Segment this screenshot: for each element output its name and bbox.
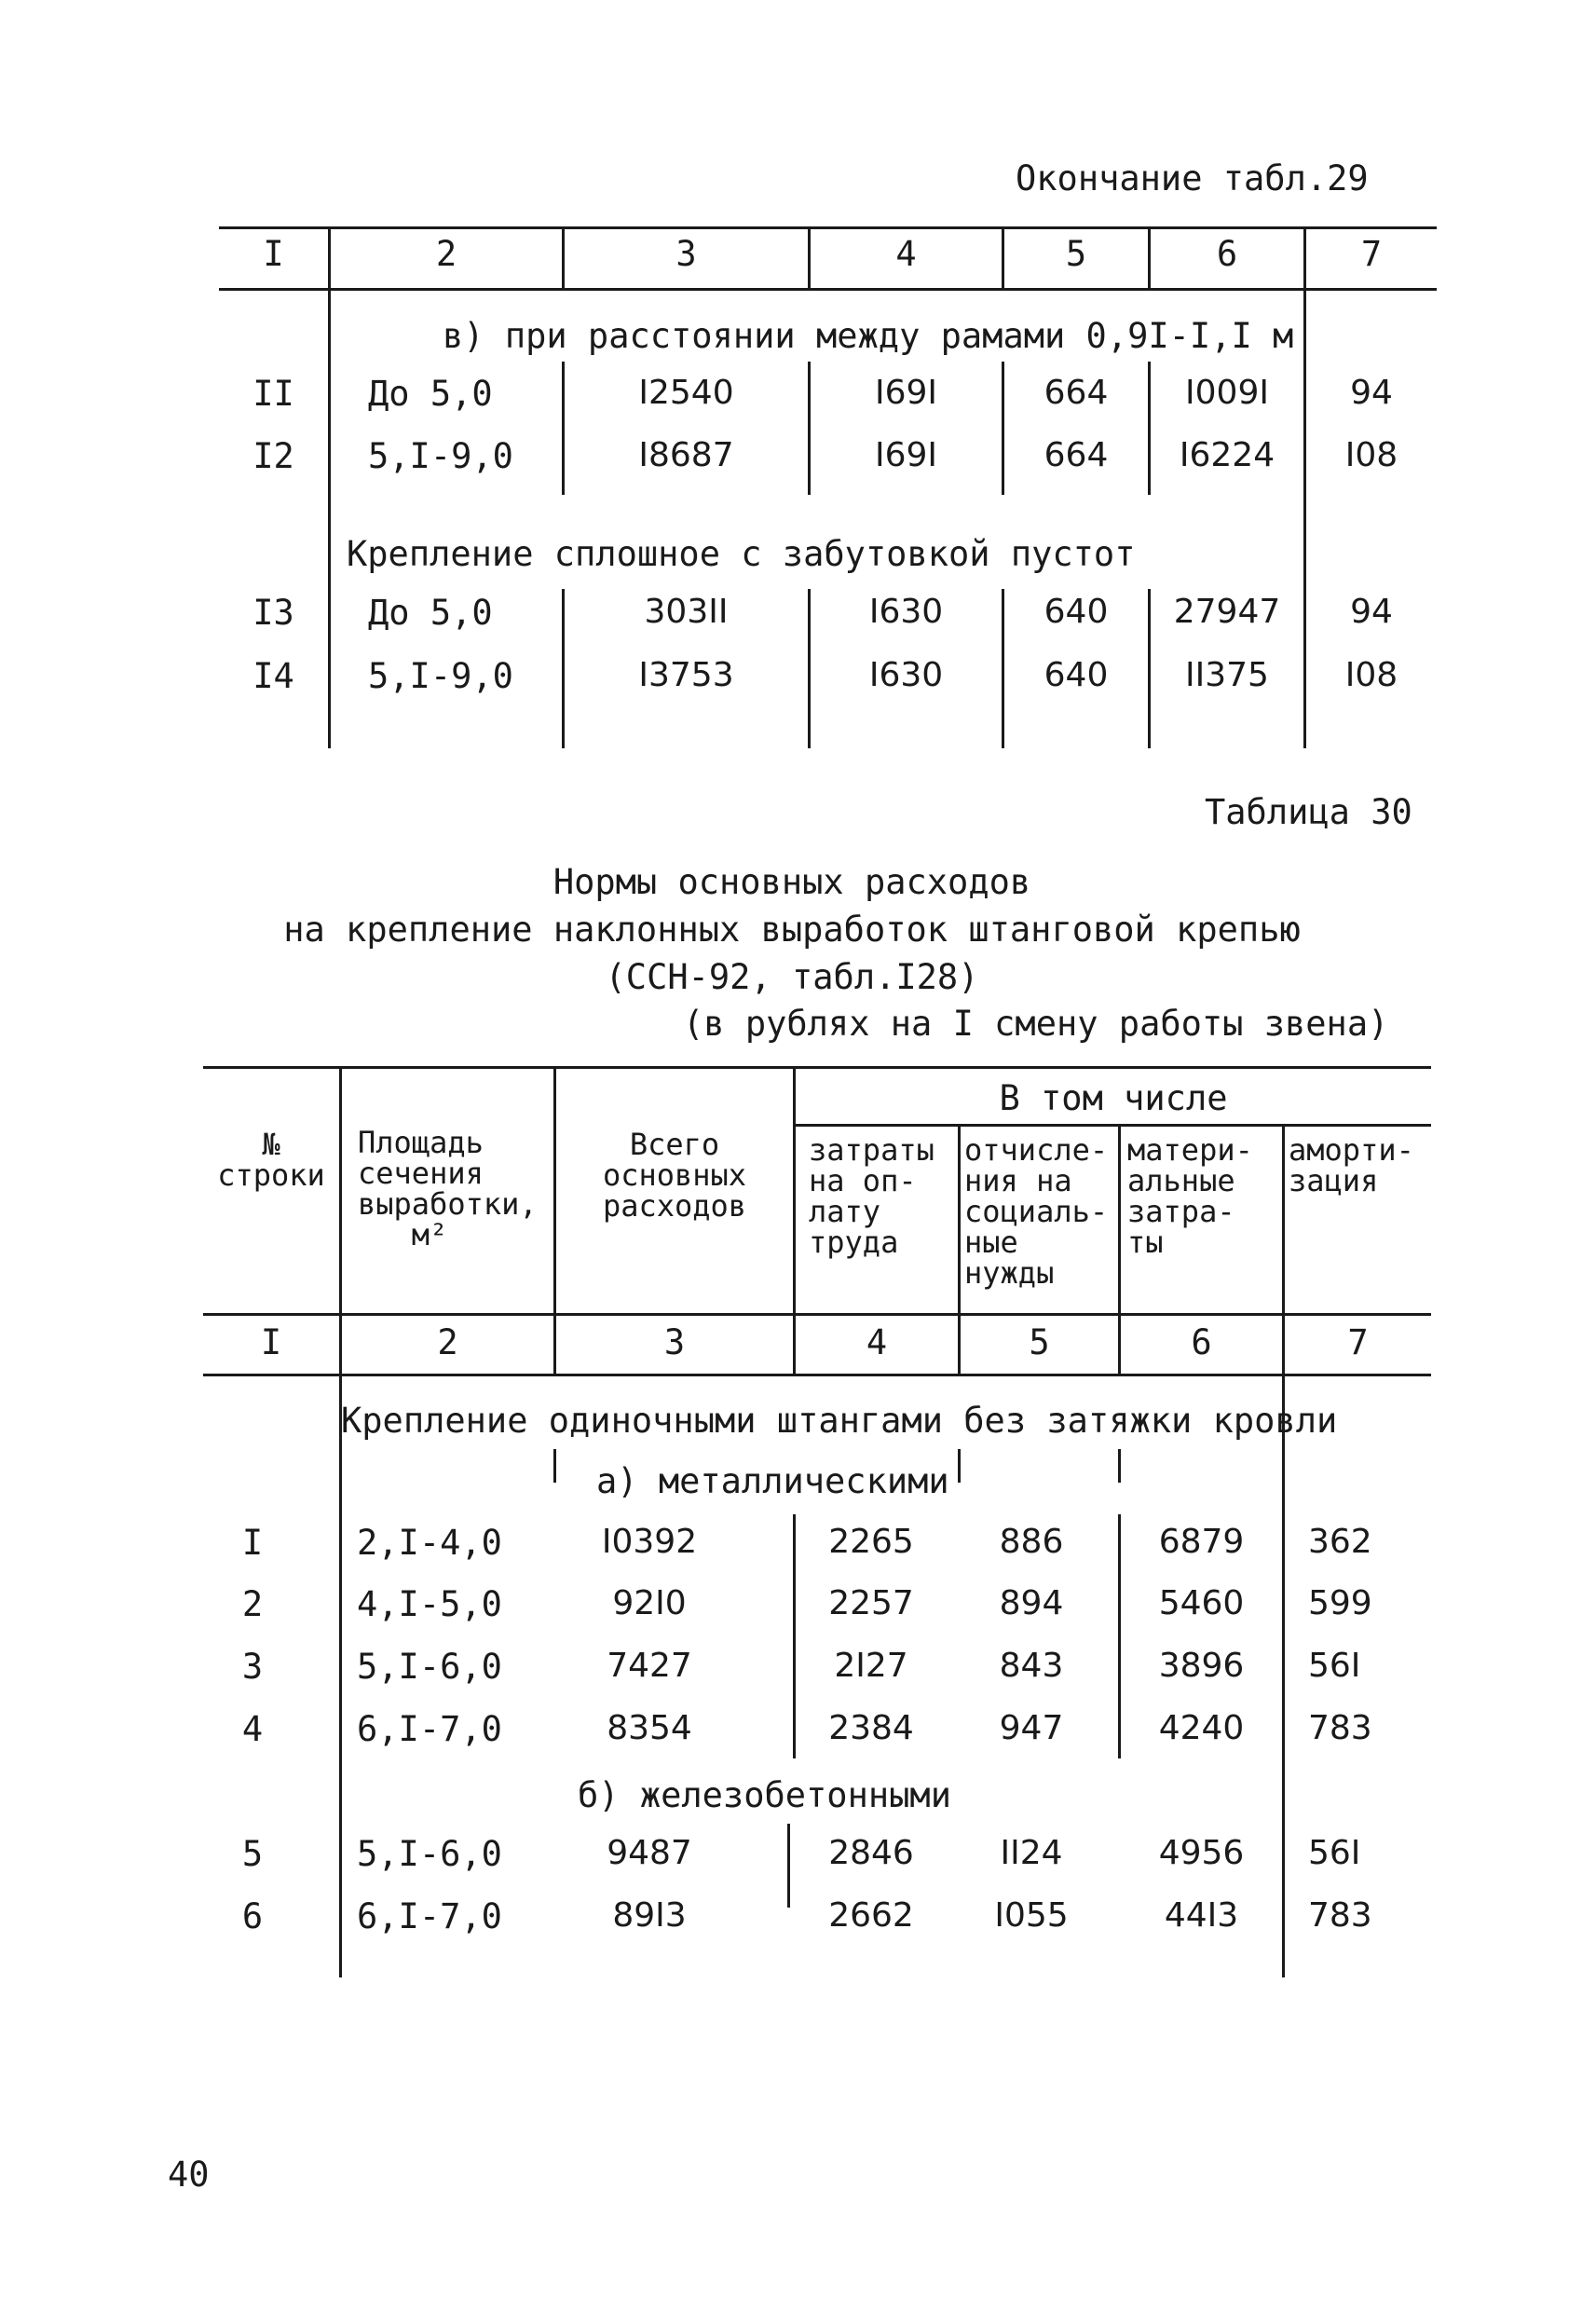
table30-top-rule: [203, 1066, 1431, 1069]
row-number: I2: [252, 436, 294, 476]
row-materials: 44I3: [1164, 1896, 1239, 1935]
row-social: 947: [999, 1709, 1064, 1747]
table30-group-rule: [795, 1124, 1431, 1127]
row-social: I055: [994, 1896, 1069, 1935]
table30-colnum: I: [260, 1322, 282, 1362]
row-area: 4,I-5,0: [357, 1584, 502, 1624]
row-social: 843: [999, 1647, 1064, 1685]
row-materials: II375: [1185, 656, 1269, 694]
row-area: 5,I-9,0: [368, 656, 513, 696]
row-number: II: [252, 374, 294, 414]
table30-colnum: 5: [1029, 1322, 1050, 1362]
row-area: 5,I-9,0: [368, 436, 513, 476]
row-total: I0392: [601, 1523, 698, 1561]
table29-colnum: 7: [1360, 234, 1383, 274]
table30-colnum: 2: [437, 1322, 458, 1362]
table30-header-rule: [203, 1313, 1431, 1316]
table30-title: на крепление наклонных выработок штанговой крепью: [283, 910, 1301, 950]
row-total: 89I3: [612, 1896, 687, 1935]
table29-colnum: 6: [1216, 234, 1238, 274]
row-number: 6: [241, 1896, 264, 1936]
row-labor: 2662: [828, 1896, 914, 1935]
row-area: До 5,0: [368, 593, 493, 633]
row-materials: 4240: [1158, 1709, 1245, 1747]
table30-vline: [1282, 1125, 1285, 1977]
row-amortization: 94: [1350, 374, 1393, 412]
row-area: 5,I-6,0: [357, 1647, 502, 1687]
row-total: 9487: [607, 1834, 692, 1872]
table30-colnum: 7: [1347, 1322, 1369, 1362]
header-total: Всего основных расходов: [602, 1127, 747, 1224]
row-total: 7427: [607, 1647, 692, 1685]
row-amortization: I08: [1344, 436, 1398, 474]
row-social: II24: [1000, 1834, 1063, 1872]
row-materials: 6879: [1158, 1523, 1245, 1561]
row-social: 640: [1044, 656, 1109, 694]
table29-colnum: 2: [435, 234, 457, 274]
row-labor: I69I: [874, 436, 938, 474]
table30-subsection-a: а) металлическими: [596, 1461, 949, 1501]
header-amortization: аморти- зация: [1289, 1132, 1414, 1198]
row-number: 2: [241, 1584, 264, 1624]
table30-vline: [553, 1449, 556, 1483]
row-total: I2540: [638, 374, 734, 412]
header-labor: затраты на оп- лату труда: [809, 1132, 934, 1260]
row-number: I3: [252, 593, 294, 633]
row-number: I: [241, 1523, 264, 1563]
table29-section-heading: в) при расстоянии между рамами 0,9I-I,I м: [443, 316, 1294, 356]
row-area: До 5,0: [368, 374, 493, 414]
table29-caption: Окончание табл.29: [1016, 158, 1369, 198]
row-amortization: 599: [1308, 1584, 1372, 1622]
table29-section-heading: Крепление сплошное с забутовкой пустот: [347, 534, 1136, 574]
row-amortization: 56I: [1308, 1834, 1361, 1872]
row-number: 3: [241, 1647, 264, 1687]
table30-vline: [1118, 1449, 1121, 1483]
header-row-number: № строки: [217, 1127, 325, 1193]
row-labor: I69I: [874, 374, 938, 412]
row-labor: 2257: [828, 1584, 914, 1622]
row-total: 303II: [644, 593, 729, 631]
row-materials: 4956: [1158, 1834, 1245, 1872]
row-amortization: 783: [1308, 1896, 1372, 1935]
row-materials: 3896: [1158, 1647, 1245, 1685]
table30-label: Таблица 30: [1205, 792, 1412, 832]
table29-header-rule: [219, 288, 1437, 291]
row-amortization: 94: [1350, 593, 1393, 631]
row-social: 664: [1044, 436, 1109, 474]
header-group: В том числе: [999, 1078, 1228, 1118]
table30-vline: [339, 1066, 342, 1977]
row-total: 8354: [607, 1709, 692, 1747]
row-number: I4: [252, 656, 294, 696]
table30-vline: [958, 1449, 961, 1483]
header-area: Площадь сечения выработки, м²: [358, 1125, 538, 1252]
row-labor: 2846: [828, 1834, 914, 1872]
table30-colnum: 6: [1191, 1322, 1212, 1362]
row-labor: 2265: [828, 1523, 914, 1561]
table30-colnum: 3: [663, 1322, 686, 1362]
row-number: 4: [241, 1709, 264, 1749]
row-amortization: I08: [1344, 656, 1398, 694]
row-total: I3753: [638, 656, 734, 694]
table30-units: (в рублях на I смену работы звена): [683, 1004, 1389, 1044]
row-amortization: 56I: [1308, 1647, 1361, 1685]
row-labor: I630: [868, 656, 944, 694]
row-materials: 5460: [1158, 1584, 1245, 1622]
page-number: 40: [168, 2155, 210, 2195]
row-number: 5: [241, 1834, 264, 1874]
row-amortization: 362: [1308, 1523, 1372, 1561]
table30-subsection-b: б) железобетонными: [578, 1775, 951, 1815]
table30-colnum-rule: [203, 1374, 1431, 1376]
table30-section-heading: Крепление одиночными штангами без затяжки кровли: [341, 1401, 1338, 1441]
table30-title: (ССН-92, табл.I28): [605, 957, 979, 997]
row-total: 92I0: [612, 1584, 687, 1622]
row-amortization: 783: [1308, 1709, 1372, 1747]
row-social: 886: [999, 1523, 1064, 1561]
row-area: 5,I-6,0: [357, 1834, 502, 1874]
row-area: 6,I-7,0: [357, 1709, 502, 1749]
row-social: 640: [1044, 593, 1109, 631]
row-materials: 27947: [1173, 593, 1281, 631]
table30-colnum: 4: [866, 1322, 888, 1362]
row-labor: 2I27: [834, 1647, 908, 1685]
row-total: I8687: [638, 436, 734, 474]
table29-colnum: 3: [675, 234, 697, 274]
row-social: 664: [1044, 374, 1109, 412]
row-labor: 2384: [828, 1709, 914, 1747]
table29-colnum: I: [263, 234, 284, 274]
row-area: 6,I-7,0: [357, 1896, 502, 1936]
row-social: 894: [999, 1584, 1064, 1622]
header-social: отчисле- ния на социаль- ные нужды: [964, 1132, 1109, 1291]
table29-top-rule: [219, 226, 1437, 229]
row-materials: I009I: [1185, 374, 1269, 412]
row-materials: I6224: [1179, 436, 1275, 474]
table29-colnum: 5: [1065, 234, 1087, 274]
table30-vline: [787, 1824, 790, 1908]
row-area: 2,I-4,0: [357, 1523, 502, 1563]
header-materials: матери- альные затра- ты: [1127, 1132, 1253, 1260]
table29-colnum: 4: [895, 234, 917, 274]
table29-vline: [328, 226, 331, 748]
table30-title: Нормы основных расходов: [552, 862, 1031, 902]
row-labor: I630: [868, 593, 944, 631]
